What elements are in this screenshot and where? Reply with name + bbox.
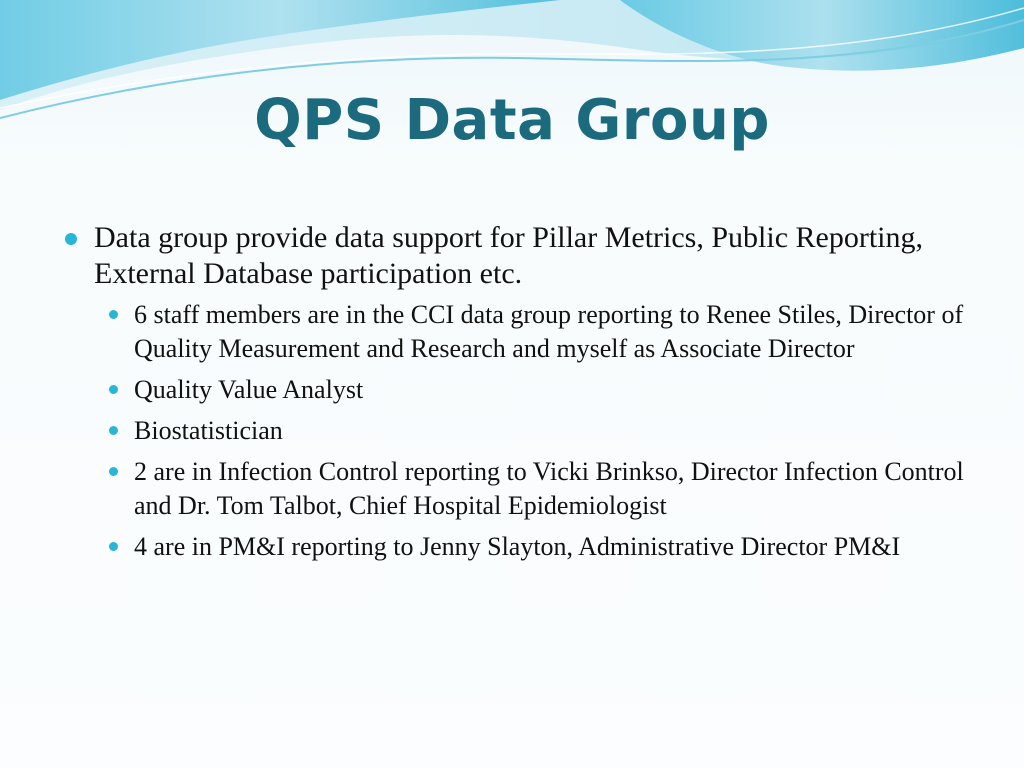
bullet-icon [109, 310, 118, 319]
sub-bullet-item [60, 414, 980, 448]
slide-title: QPS Data Group [254, 88, 770, 153]
bullet-icon [109, 426, 118, 435]
sub-bullet-text: 4 are in PM&I reporting to Jenny Slayton, Administrative Director PM&I [134, 532, 901, 561]
bullet-text: Data group provide data support for Pillar Metrics, Public Reporting, External Database participation etc. [94, 221, 923, 290]
bullet-icon [65, 233, 77, 245]
sub-bullet-item [60, 530, 980, 564]
sub-bullet-text: 6 staff members are in the CCI data group reporting to Renee Stiles, Director of Quality Measurement and Research and myself as Associate Director [134, 300, 964, 363]
bullet-icon [109, 385, 118, 394]
sub-bullet-text: 2 are in Infection Control reporting to Vicki Brinkso, Director Infection Control and Dr. Tom Talbot, Chief Hospital Epidemiologist [134, 457, 964, 520]
sub-bullet-text: Quality Value Analyst [134, 375, 364, 404]
bullet-icon [109, 542, 118, 551]
sub-bullet-item [60, 455, 980, 523]
slide-content [60, 220, 980, 571]
sub-bullet-item [60, 373, 980, 407]
sub-bullet-text: Biostatistician [134, 416, 283, 445]
bullet-icon [109, 467, 118, 476]
sub-bullet-list [60, 298, 980, 564]
bullet-item [60, 220, 980, 292]
sub-bullet-item [60, 298, 980, 366]
